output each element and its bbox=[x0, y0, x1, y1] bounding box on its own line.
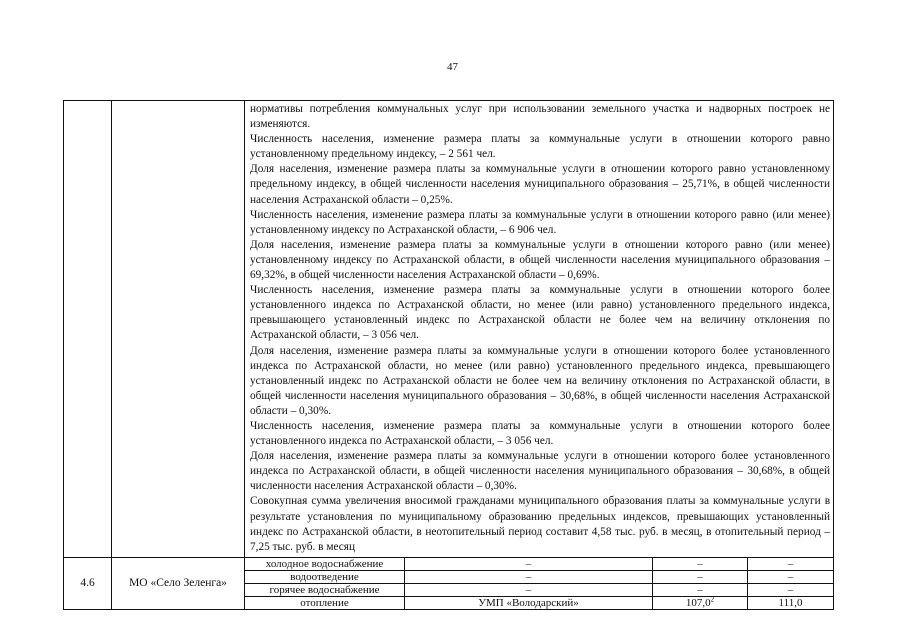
paragraph: Численность населения, изменение размера платы за коммунальные услуги в отношении которого равно установленному предельному индексу, – 2 561 чел. bbox=[250, 133, 831, 161]
service-name: водоотведение bbox=[245, 570, 405, 583]
section-number: 4.6 bbox=[64, 557, 112, 609]
footnote-mark: 2 bbox=[710, 595, 715, 604]
index-value bbox=[653, 570, 748, 583]
service-name: холодное водоснабжение bbox=[245, 557, 405, 570]
service-name: отопление bbox=[245, 596, 405, 609]
limit-value: – bbox=[748, 557, 834, 570]
index-value-text: – bbox=[697, 570, 703, 583]
municipality-name: МО «Село Зеленга» bbox=[112, 557, 245, 609]
paragraph: Численность населения, изменение размера платы за коммунальные услуги в отношении которого более установленного индекса по Астраханской области, но менее (или равно) установленного предельного индекса, превышающего установленный индекс по Астраханской области не более чем на величину отклонения по Астраханской области, – 3 056 чел. bbox=[250, 284, 831, 342]
index-value bbox=[653, 557, 748, 570]
index-value bbox=[653, 583, 748, 596]
paragraph: Доля населения, изменение размера платы за коммунальные услуги в отношении которого более установленного индекса по Астраханской области, но менее (или равно) установленного предельного индекса, превышающего установленный индекс по Астраханской области не более чем на величину отклонения по Астраханской области, в общей численности населения муниципального образования – 30,68%, в общей численности населения Астраханской области – 0,30%. bbox=[250, 344, 831, 417]
organization-name: – bbox=[405, 557, 653, 570]
limit-value: – bbox=[748, 570, 834, 583]
tariff-table bbox=[63, 100, 834, 610]
organization-name: – bbox=[405, 583, 653, 596]
description-cell bbox=[245, 101, 834, 558]
index-value-text: – bbox=[697, 557, 703, 570]
empty-number-cell bbox=[64, 101, 112, 558]
empty-municipality-cell bbox=[112, 101, 245, 558]
organization-name: – bbox=[405, 570, 653, 583]
index-value-text: – bbox=[697, 583, 703, 596]
index-value bbox=[653, 596, 748, 609]
paragraph: Численность населения, изменение размера платы за коммунальные услуги в отношении которого более установленного индекса по Астраханской области, – 3 056 чел. bbox=[250, 419, 831, 448]
paragraph: Доля населения, изменение размера платы за коммунальные услуги в отношении которого равно (или менее) установленному индексу по Астраханской области, в общей численности населения муниципального образования – 69,32%, в общей численности населения Астраханской области – 0,69%. bbox=[250, 238, 831, 282]
paragraph: Численность населения, изменение размера платы за коммунальные услуги в отношении которого равно (или менее) установленному индексу по Астраханской области, – 6 906 чел. bbox=[250, 208, 831, 236]
paragraph: Доля населения, изменение размера платы за коммунальные услуги в отношении которого равно установленному предельному индексу, в общей численности населения муниципального образования – 25,71%, в общей численности населения Астраханской области – 0,25%. bbox=[250, 163, 831, 206]
table-row bbox=[64, 557, 834, 570]
paragraph: нормативы потребления коммунальных услуг при использовании земельного участка и надворных построек не изменяются. bbox=[250, 103, 831, 131]
limit-value: – bbox=[748, 583, 834, 596]
index-value-text: 107,0 bbox=[685, 596, 711, 609]
limit-value: 111,0 bbox=[748, 596, 834, 609]
paragraph: Доля населения, изменение размера платы за коммунальные услуги в отношении которого более установленного индекса по Астраханской области, в общей численности населения муниципального образования – 30,68%, в общей численности населения Астраханской области – 0,30%. bbox=[250, 450, 831, 493]
service-name: горячее водоснабжение bbox=[245, 583, 405, 596]
paragraph: Совокупная сумма увеличения вносимой гражданами муниципального образования платы за коммунальные услуги в результате установления по муниципальному образованию предельных индексов, превышающих установленный индекс по Астраханской области, в неотопительный период составит 4,58 тыс. руб. в месяц, в отопительный период – 7,25 тыс. руб. в месяц bbox=[250, 495, 831, 553]
page-number: 47 bbox=[447, 61, 458, 73]
text-row bbox=[64, 101, 834, 558]
organization-name: УМП «Володарский» bbox=[405, 596, 653, 609]
